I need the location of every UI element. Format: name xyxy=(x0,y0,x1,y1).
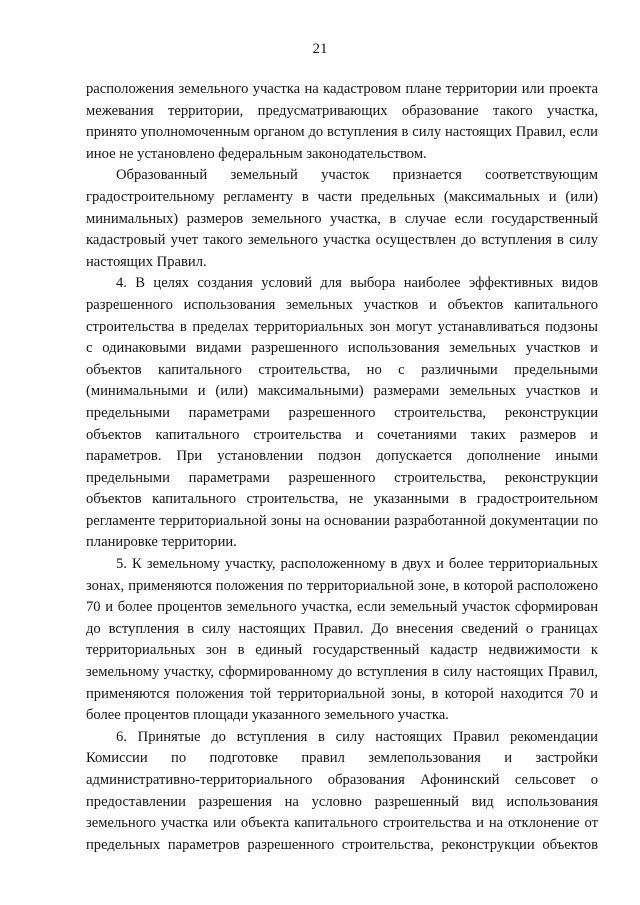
text-line: кадастровый учет такого земельного участка осуществлен до вступления в силу xyxy=(86,232,598,249)
text-line: объектов капитального строительства, но с различными предельными xyxy=(86,361,598,378)
paragraph xyxy=(86,554,598,727)
text-line: регламенте территориальной зоны на основании разработанной документации по xyxy=(86,512,598,529)
text-line: предельными параметрами разрешенного строительства, реконструкции xyxy=(86,404,598,421)
text-line: 6. Принятые до вступления в силу настоящих Правил рекомендации xyxy=(116,728,598,745)
text-line: земельного участка или объекта капитального строительства и на отклонение от xyxy=(86,815,598,832)
text-line: межевания территории, предусматривающих образование такого участка, xyxy=(86,102,598,119)
text-line: предоставлении разрешения на условно разрешенный вид использования xyxy=(86,793,598,810)
text-line: градостроительному регламенту в части предельных (максимальных и (или) xyxy=(86,188,598,205)
text-line: Комиссии по подготовке правил землепользования и застройки xyxy=(86,750,598,767)
text-line: принято уполномоченным органом до вступления в силу настоящих Правил, если xyxy=(86,124,598,141)
text-line: объектов капитального строительства, не указанными в градостроительном xyxy=(86,491,598,508)
text-line: 5. К земельному участку, расположенному в двух и более территориальных xyxy=(116,556,598,573)
text-line: планировке территории. xyxy=(86,534,237,551)
paragraph xyxy=(86,273,598,554)
text-line: более процентов площади указанного земельного участка. xyxy=(86,707,449,724)
document-body xyxy=(86,79,598,856)
text-line: 70 и более процентов земельного участка, если земельный участок сформирован xyxy=(86,599,598,616)
text-line: 4. В целях создания условий для выбора наиболее эффективных видов xyxy=(116,275,598,292)
text-line: строительства в пределах территориальных зон могут устанавливаться подзоны xyxy=(86,318,598,335)
page-number: 21 xyxy=(312,41,328,57)
text-line: с одинаковыми видами разрешенного использования земельных участков и xyxy=(86,340,598,357)
paragraph xyxy=(86,727,598,857)
paragraph xyxy=(86,79,598,165)
text-line: до вступления в силу настоящих Правил. До внесения сведений о границах xyxy=(86,620,598,637)
text-line: иное не установлено федеральным законодательством. xyxy=(86,145,427,162)
text-line: предельными параметрами разрешенного строительства, реконструкции xyxy=(86,469,598,486)
text-line: предельных параметров разрешенного строительства, реконструкции объектов xyxy=(86,836,598,853)
text-line: расположения земельного участка на кадастровом плане территории или проекта xyxy=(86,81,598,97)
text-line: земельному участку, сформированному до вступления в силу настоящих Правил, xyxy=(86,664,598,681)
text-line: административно-территориального образования Афонинский сельсовет о xyxy=(86,772,598,788)
text-line: минимальных) размеров земельного участка, в случае если государственный xyxy=(86,210,598,227)
text-line: настоящих Правил. xyxy=(86,253,207,270)
text-line: объектов капитального строительства и сочетаниями таких размеров и xyxy=(86,426,598,443)
text-line: параметров. При установлении подзон допускается дополнение иными xyxy=(86,448,598,465)
text-line: (минимальными и (или) максимальными) размерами земельных участков и xyxy=(86,383,598,400)
text-line: зонах, применяются положения по территориальной зоне, в которой расположено xyxy=(86,577,598,594)
paragraph xyxy=(86,165,598,273)
text-line: применяются положения той территориальной зоны, в которой находится 70 и xyxy=(86,685,598,702)
text-line: территориальных зон в единый государственный кадастр недвижимости к xyxy=(86,642,598,659)
text-line: Образованный земельный участок признается соответствующим xyxy=(116,167,598,184)
text-line: разрешенного использования земельных участков и объектов капитального xyxy=(86,296,598,313)
